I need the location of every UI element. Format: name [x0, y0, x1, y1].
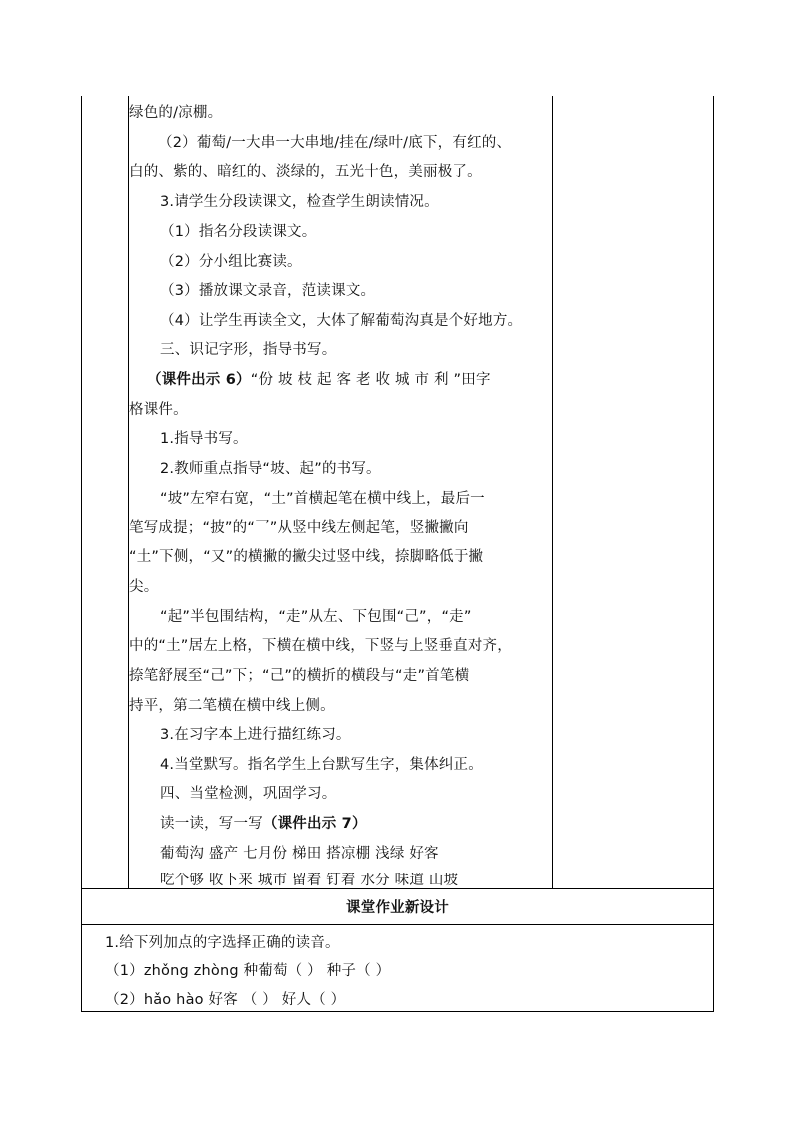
courseware-6-label: （课件出示 6） [147, 372, 251, 388]
lesson-line: （2）分小组比赛读。 [160, 254, 302, 270]
courseware-6-line [147, 370, 491, 390]
table-right-border [713, 96, 714, 1012]
vocab-row-1: 葡萄沟 盛产 七月份 梯田 搭凉棚 浅绿 好客 [160, 846, 439, 862]
courseware-7-label: （课件出示 7） [262, 816, 367, 832]
content-right-border [552, 96, 553, 888]
lesson-line: （3）播放课文录音，范读课文。 [160, 283, 376, 299]
table-bottom-border [81, 1011, 714, 1012]
lesson-line: “起”半包围结构，“走”从左、下包围“己”，“走” [160, 609, 472, 625]
lesson-line: 2.教师重点指导“坡、起”的书写。 [160, 461, 381, 477]
lesson-line: 白的、紫的、暗红的、淡绿的，五光十色，美丽极了。 [129, 164, 482, 180]
homework-item-2: （2）hǎo hào 好客 （ ） 好人（ ） [105, 992, 346, 1008]
lesson-line: 尖。 [129, 579, 159, 595]
lesson-section-heading: 四、当堂检测，巩固学习。 [160, 786, 337, 802]
lesson-line: 3.在习字本上进行描红练习。 [160, 727, 351, 743]
lesson-line: 1.指导书写。 [160, 431, 248, 447]
lesson-line: 持平，第二笔横在横中线上侧。 [129, 698, 335, 714]
lesson-line: 格课件。 [129, 402, 188, 418]
table-left-border [81, 96, 82, 1012]
lesson-line: “土”下侧，“又”的横撇的撇尖过竖中线，捺脚略低于撇 [129, 549, 484, 565]
lesson-section-heading: 三、识记字形，指导书写。 [160, 342, 337, 358]
lesson-line: （1）指名分段读课文。 [160, 224, 317, 240]
lesson-line: 笔写成提；“披”的“乛”从竖中线左侧起笔，竖撇撇向 [129, 520, 469, 536]
read-write-label: 读一读，写一写 [160, 816, 263, 832]
row-divider-top [81, 888, 714, 889]
lesson-line: 4.当堂默写。指名学生上台默写生字，集体纠正。 [160, 757, 483, 773]
homework-question: 1.给下列加点的字选择正确的读音。 [105, 935, 340, 951]
vocab-row-2: 吃个够 收下来 城市 留着 钉着 水分 味道 山坡 [160, 873, 459, 888]
content-left-border [128, 96, 129, 888]
row-divider-bottom [81, 924, 714, 925]
lesson-line: 3.请学生分段读课文，检查学生朗读情况。 [160, 194, 439, 210]
lesson-line: 捺笔舒展至“己”下；“己”的横折的横段与“走”首笔横 [129, 668, 470, 684]
homework-title: 课堂作业新设计 [346, 900, 449, 916]
lesson-line: 中的“土”居左上格，下横在横中线，下竖与上竖垂直对齐， [129, 638, 512, 654]
homework-item-1: （1）zhǒng zhòng 种葡萄（ ） 种子（ ） [105, 963, 391, 979]
courseware-6-chars: “份 坡 枝 起 客 老 收 城 市 利 ”田字 [250, 372, 491, 388]
lesson-line: （4）让学生再读全文，大体了解葡萄沟真是个好地方。 [160, 313, 523, 329]
read-write-line [160, 814, 367, 834]
lesson-line: 绿色的/凉棚。 [129, 105, 223, 121]
lesson-line: （2）葡萄/一大串一大串地/挂在/绿叶/底下，有红的、 [158, 135, 512, 151]
lesson-line: “坡”左窄右宽，“土”首横起笔在横中线上，最后一 [160, 491, 485, 507]
